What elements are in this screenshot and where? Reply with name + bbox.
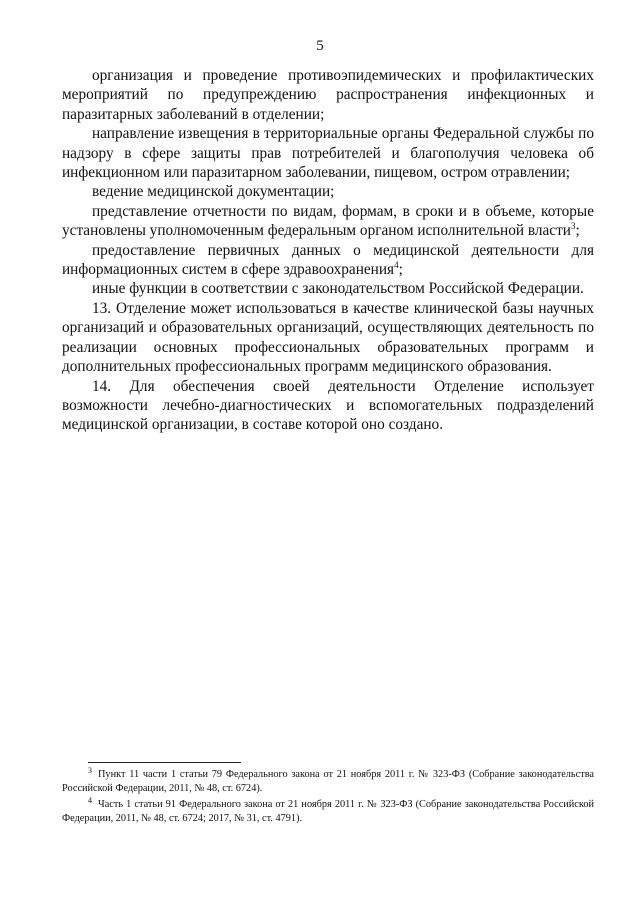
paragraph-reporting-text: представление отчетности по видам, формам, в сроки и в объеме, которые установлены уполномоченным федеральным органом исполнительной власти bbox=[62, 202, 594, 240]
footnote-4-mark: 4 bbox=[88, 795, 92, 805]
footnote-4 bbox=[62, 795, 594, 826]
paragraph-clinical-base: 13. Отделение может использоваться в качестве клинической базы научных организаций и образовательных организаций, осуществляющих деятельность по реализации основных профессиональных образовательных программ и дополнительных профессиональных программ медицинского образования. bbox=[62, 299, 594, 376]
footnote-ref-3: 3 bbox=[570, 221, 576, 232]
paragraph-primary-data bbox=[62, 241, 594, 280]
paragraph-medical-documentation: ведение медицинской документации; bbox=[92, 183, 335, 201]
footnote-3 bbox=[62, 765, 594, 796]
footnote-4-text: Часть 1 статьи 91 Федерального закона от 21 ноября 2011 г. № 323-ФЗ (Собрание законодательства Российской Федерации, 2011, № 48, ст. 6724; 2017, № 31, ст. 4791). bbox=[62, 799, 594, 824]
footnote-3-mark: 3 bbox=[88, 765, 92, 775]
document-body bbox=[62, 66, 594, 435]
paragraph-primary-data-tail: ; bbox=[398, 261, 403, 279]
page-number: 5 bbox=[316, 38, 324, 54]
footnote-ref-4: 4 bbox=[394, 259, 399, 270]
paragraph-reporting bbox=[62, 202, 594, 241]
paragraph-other-functions: иные функции в соответствии с законодательством Российской Федерации. bbox=[92, 280, 584, 298]
paragraph-epidemic-measures: организация и проведение противоэпидемических и профилактических мероприятий по предупреждению распространения инфекционных и паразитарных заболеваний в отделении; bbox=[62, 67, 594, 123]
paragraph-notification: направление извещения в территориальные органы Федеральной службы по надзору в сфере защиты прав потребителей и благополучия человека об инфекционном или паразитарном заболевании, пищевом, остром отравлении; bbox=[62, 125, 594, 182]
footnote-separator bbox=[88, 762, 241, 763]
footnote-3-text: Пункт 11 части 1 статьи 79 Федерального закона от 21 ноября 2011 г. № 323-ФЗ (Собрание законодательства Российской Федерации, 2011, № 48, ст. 6724). bbox=[62, 769, 594, 794]
paragraph-primary-data-text: предоставление первичных данных о медицинской деятельности для информационных систем в сфере здравоохранения bbox=[62, 241, 594, 279]
footnotes bbox=[62, 765, 594, 828]
paragraph-reporting-tail: ; bbox=[575, 222, 580, 240]
paragraph-resources: 14. Для обеспечения своей деятельности Отделение использует возможности лечебно-диагностических и вспомогательных подразделений медицинской организации, в составе которой оно создано. bbox=[62, 377, 594, 434]
